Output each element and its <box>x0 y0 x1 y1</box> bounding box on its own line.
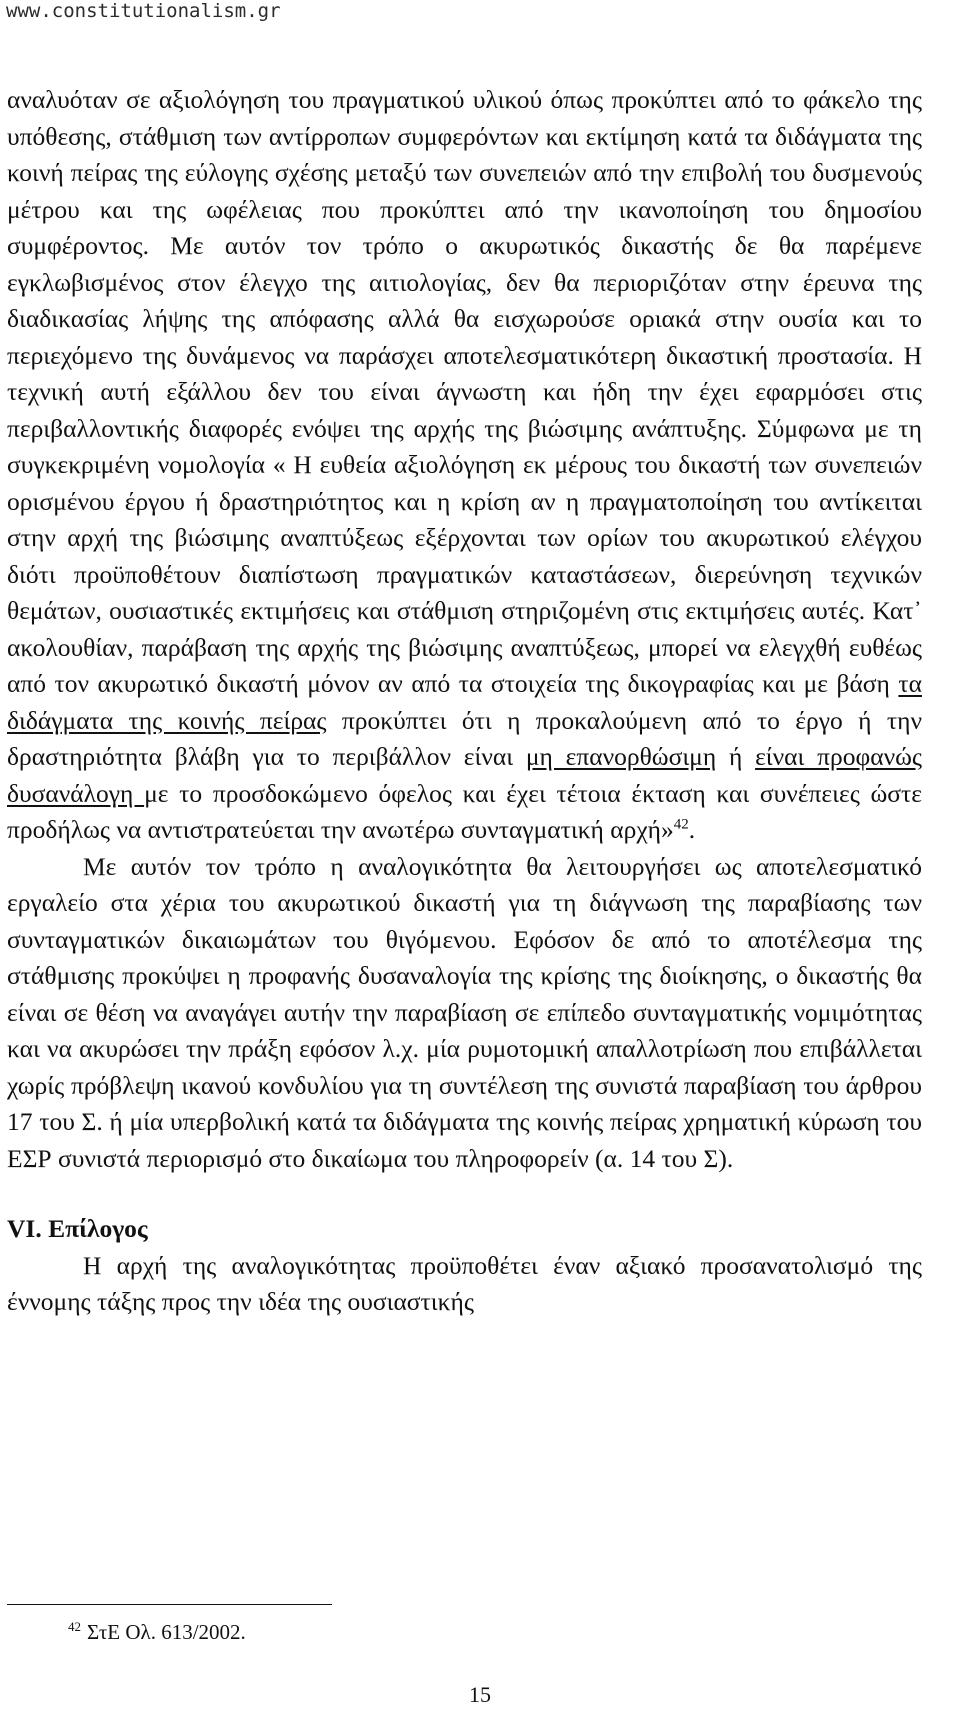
paragraph-3: Η αρχή της αναλογικότητας προϋποθέτει έναν αξιακό προσανατολισμό της έννομης τάξης προς την ιδέα της ουσιαστικής <box>7 1250 922 1316</box>
underlined-phrase-irreparable: μη επανορθώσιμη <box>525 742 717 771</box>
section-heading: VI. Επίλογος <box>7 1214 148 1243</box>
paragraph-1-text-a: αναλυόταν σε αξιολόγηση του πραγματικού υλικού όπως προκύπτει από το φάκελο της υπόθεσης, στάθμιση των αντίρροπων συμφερόντων και εκτίμηση κατά τα διδάγματα της κοινή πείρας της εύλογης σχέσης μεταξύ των συνεπειών από την επιβολή του δυσμενούς μέτρου και της ωφέλειας που προκύπτει από την ικανοποίηση του δημοσίου συμφέροντος. Με αυτόν τον τρόπο ο ακυρωτικός δικαστής δε θα παρέμενε εγκλωβισμένος στον έλεγχο της αιτιολογίας, δεν θα περιοριζόταν στην έρευνα της διαδικασίας λήψης της απόφασης αλλά θα εισχωρούσε οριακά στην ουσία και το περιεχόμενο της δυνάμενος να παράσχει αποτελεσματικότερη δικαστική προστασία. Η τεχνική αυτή εξάλλου δεν του είναι άγνωστη και ήδη την έχει εφαρμόσει στις περιβαλλοντικής διαφορές ενόψει της αρχής της βιώσιμης ανάπτυξης. Σύμφωνα με τη συγκεκριμένη νομολογία « Η ευθεία αξιολόγηση εκ μέρους του δικαστή των συνεπειών ορισμένου έργου ή δραστηριότητος και η κρίση αν η πραγματοποίηση του αντίκειται στην αρχή της βιώσιμης αναπτύξεως εξέρχονται των ορίων του ακυρωτικού ελέγχου διότι προϋποθέτουν διαπίστωση πραγματικών καταστάσεων, διερεύνηση τεχνικών θεμάτων, ουσιαστικές εκτιμήσεις και στάθμιση στηριζομένη στις εκτιμήσεις αυτές. Κατ᾽ ακολουθίαν, παράβαση της αρχής της βιώσιμης αναπτύξεως, μπορεί να ελεγχθή ευθέως από τον ακυρωτικό δικαστή μόνον αν από τα στοιχεία της δικογραφίας και με βάση <box>7 85 922 698</box>
underlined-phrase-common-experience: τα διδάγματα της κοινής πείρας <box>7 669 922 735</box>
footnote-text: ΣτΕ Ολ. 613/2002. <box>87 1620 246 1644</box>
page-number: 15 <box>469 1682 491 1707</box>
paragraph-1-text-b: προκύπτει ότι η προκαλούμενη από το έργο ή την δραστηριότητα βλάβη για το περιβάλλον είναι <box>7 705 922 771</box>
footnote-42 <box>68 1620 246 1645</box>
paragraph-1-text-e: . <box>688 815 696 844</box>
footnote-number: 42 <box>68 1619 81 1634</box>
paragraph-1-text-d: με το προσδοκώμενο όφελος και έχει τέτοια έκταση και συνέπειες ώστε προδήλως να αντιστρατεύεται την ανωτέρω συνταγματική αρχή» <box>7 778 922 844</box>
document-body <box>7 82 922 1321</box>
paragraph-1 <box>7 82 922 849</box>
paragraph-1-text-c: ή <box>716 742 756 771</box>
paragraph-2: Με αυτόν τον τρόπο η αναλογικότητα θα λειτουργήσει ως αποτελεσματικό εργαλείο στα χέρια του ακυρωτικού δικαστή για τη διάγνωση της παραβίασης των συνταγματικών δικαιωμάτων του θιγόμενου. Εφόσον δε από το αποτέλεσμα της στάθμισης προκύψει η προφανής δυσαναλογία της κρίσης της διοίκησης, ο δικαστής θα είναι σε θέση να αναγάγει αυτήν την παραβίαση σε επίπεδο συνταγματικής νομιμότητας και να ακυρώσει την πράξη εφόσον λ.χ. μία ρυμοτομική απαλλοτρίωση που επιβάλλεται χωρίς πρόβλεψη ικανού κονδυλίου για τη συντέλεση της συνιστά παραβίαση του άρθρου 17 του Σ. ή μία υπερβολική κατά τα διδάγματα της κοινής πείρας χρηματική κύρωση του ΕΣΡ συνιστά περιορισμό στο δικαίωμα του πληροφορείν (α. 14 του Σ). <box>7 851 922 1173</box>
footnote-reference: 42 <box>673 816 689 833</box>
site-url-watermark: www.constitutionalism.gr <box>6 0 281 22</box>
underlined-phrase-disproportionate: είναι προφανώς δυσανάλογη <box>7 742 922 808</box>
footnote-divider <box>7 1604 332 1605</box>
